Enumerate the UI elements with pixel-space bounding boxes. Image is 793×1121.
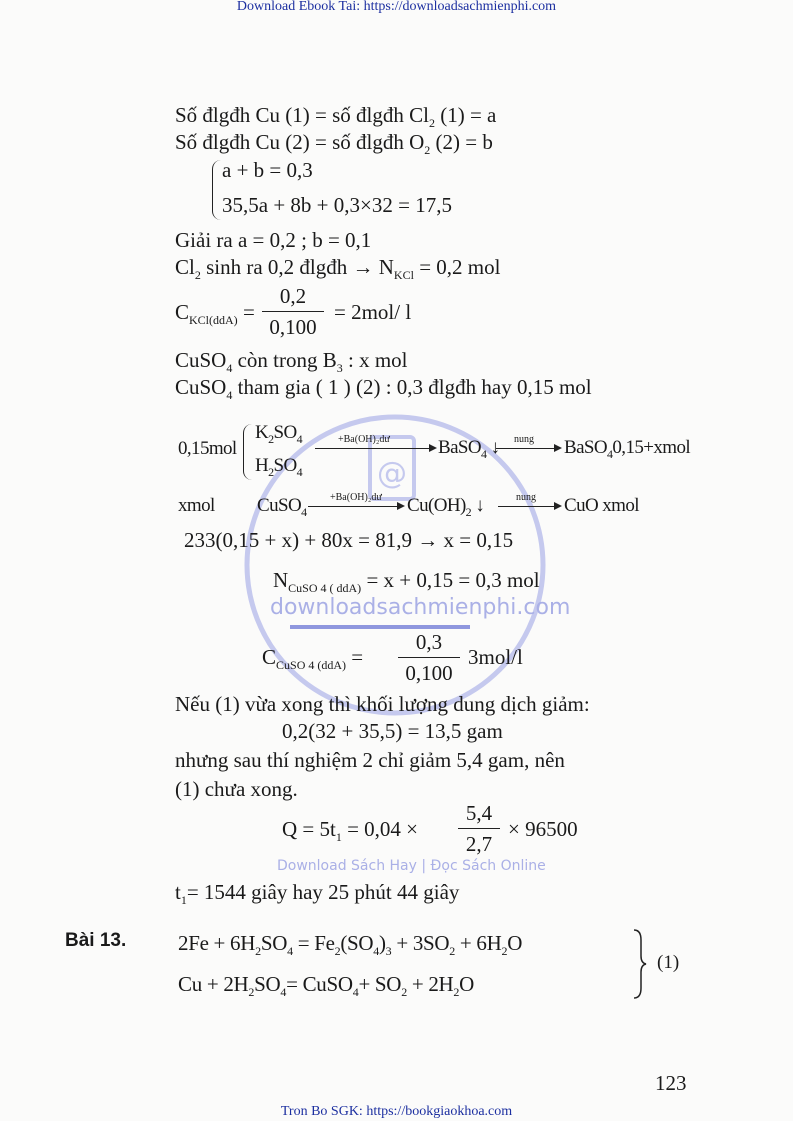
text-fragment: Q = 5t <box>282 817 336 841</box>
text-line <box>175 777 298 801</box>
arrow-label: nung <box>516 492 536 503</box>
subscript: 2 <box>449 944 455 958</box>
subscript: 1 <box>335 830 342 844</box>
exercise-label: Bài 13. <box>65 930 127 951</box>
text-fragment: 0,15+xmol <box>612 437 691 458</box>
text-fragment: SO <box>273 455 297 476</box>
text-fragment: BaSO <box>564 437 607 458</box>
product <box>564 436 690 460</box>
text-fragment: C <box>262 645 277 669</box>
text-fragment: Cl <box>175 255 195 279</box>
numerator: 5,4 <box>465 801 493 825</box>
denominator: 0,100 <box>269 315 317 339</box>
text-fragment: = 0,04 × <box>341 817 419 841</box>
subscript: 2 <box>334 944 341 958</box>
text-fragment: = 0,2 mol <box>413 255 501 279</box>
numerator: 0,3 <box>415 630 443 654</box>
text-fragment: 0,2(32 + 35,5) = 13,5 gam <box>282 719 503 743</box>
text-fragment: còn trong B <box>232 348 337 372</box>
subscript: 1 <box>180 893 187 907</box>
subscript: 4 <box>226 388 233 402</box>
text-fragment: = <box>237 300 255 324</box>
footer-link[interactable]: Tron Bo SGK: https://bookgiaokhoa.com <box>280 1104 513 1119</box>
subscript: KCl <box>393 268 414 282</box>
fraction-q <box>458 801 500 856</box>
text-fragment: C <box>175 300 190 324</box>
text-line <box>175 880 460 907</box>
text-line <box>175 228 371 252</box>
denominator: 0,100 <box>405 661 453 685</box>
text-fragment: ↓ <box>486 437 500 458</box>
text-fragment: ) <box>378 931 386 955</box>
product <box>438 436 499 460</box>
text-fragment: + 2H <box>406 972 454 996</box>
subscript: 2 <box>268 465 274 479</box>
text-fragment: = <box>346 645 364 669</box>
subscript: 2 <box>501 944 508 958</box>
text-fragment: CuO xmol <box>564 495 639 516</box>
subscript: KCl(ddA) <box>189 313 238 327</box>
product <box>407 494 484 518</box>
text-line <box>175 348 408 375</box>
text-fragment: (1) = a <box>434 103 497 127</box>
text-fragment: nhưng sau thí nghiệm 2 chỉ giảm 5,4 gam, nên <box>175 748 565 772</box>
subscript: 4 <box>296 432 303 446</box>
equation-line <box>178 931 523 958</box>
text-fragment: t <box>175 880 181 904</box>
text-fragment: = 2mol/ l <box>334 300 412 324</box>
text-fragment: + SO <box>358 972 402 996</box>
text-fragment: 3mol/l <box>468 645 523 669</box>
text-fragment: + 3SO <box>391 931 450 955</box>
reaction-arrow <box>496 448 560 449</box>
denominator: 2,7 <box>465 832 493 856</box>
reaction-amount <box>178 437 237 461</box>
fraction-kcl <box>262 284 324 339</box>
watermark-tagline: Download Sách Hay | Đọc Sách Online <box>277 858 546 874</box>
equation-line <box>282 719 503 743</box>
text-fragment: : x mol <box>342 348 408 372</box>
equation-number <box>657 951 679 975</box>
text-fragment: O <box>459 972 474 996</box>
text-fragment: 2Fe + 6H <box>178 931 256 955</box>
text-fragment: a + b = 0,3 <box>222 158 313 182</box>
subscript: 2 <box>401 985 407 999</box>
equation-line <box>184 528 513 552</box>
equation-line <box>508 817 578 841</box>
text-fragment: (1) <box>657 952 680 973</box>
text-fragment: (1) chưa xong. <box>175 777 298 801</box>
text-fragment: 233(0,15 + x) + 80x = 81,9 → x = 0,15 <box>184 528 514 552</box>
text-line <box>175 375 592 402</box>
text-fragment: BaSO <box>438 437 481 458</box>
reaction-arrow <box>498 506 560 507</box>
text-fragment: = CuSO <box>286 972 353 996</box>
text-line <box>175 748 565 772</box>
text-fragment: 0,15mol <box>178 438 237 459</box>
numerator: 0,2 <box>279 284 307 308</box>
text-fragment: CuSO <box>257 495 302 516</box>
watermark-bar <box>290 625 470 629</box>
subscript: 4 <box>226 361 233 375</box>
text-fragment: = x + 0,15 = 0,3 mol <box>361 568 540 592</box>
text-fragment: CuSO <box>175 348 227 372</box>
product <box>564 494 639 518</box>
subscript: 4 <box>280 985 287 999</box>
text-fragment: Nếu (1) vừa xong thì khối lượng dung dịch giảm: <box>175 692 590 716</box>
arrow-label: nung <box>514 434 534 445</box>
text-fragment: H <box>255 455 269 476</box>
text-fragment: × 96500 <box>508 817 578 841</box>
text-fragment: SO <box>260 931 288 955</box>
equation-line <box>222 158 313 182</box>
text-fragment: Cu(OH) <box>407 495 466 516</box>
subscript: 4 <box>287 944 293 958</box>
text-fragment: Cu + 2H <box>178 972 249 996</box>
equation-line <box>468 645 523 669</box>
equation-line <box>178 972 474 999</box>
subscript: 4 <box>352 985 359 999</box>
subscript: 2 <box>465 505 472 519</box>
text-fragment: xmol <box>178 495 215 516</box>
subscript: 4 <box>373 944 379 958</box>
subscript: 4 <box>296 465 303 479</box>
arrow-label: +Ba(OH)₂dư <box>338 434 390 445</box>
equation-line <box>334 300 411 324</box>
text-fragment: Giải ra a = 0,2 ; b = 0,1 <box>175 228 372 252</box>
subscript: 2 <box>428 116 435 130</box>
reactant <box>257 494 306 518</box>
subscript: CuSO 4 (ddA) <box>276 658 347 672</box>
text-fragment: CuSO <box>175 375 227 399</box>
reaction-amount <box>178 494 215 518</box>
right-brace <box>632 928 648 1000</box>
reaction-arrow <box>308 506 403 507</box>
fraction-cuso4 <box>398 630 460 685</box>
text-fragment: SO <box>273 422 297 443</box>
text-fragment: 35,5a + 8b + 0,3×32 = 17,5 <box>222 193 452 217</box>
text-fragment: = 1544 giây hay 25 phút 44 giây <box>186 880 460 904</box>
text-fragment: tham gia ( 1 ) (2) : 0,3 đlgđh hay 0,15 mol <box>232 375 592 399</box>
text-line <box>175 255 501 282</box>
subscript: 2 <box>424 143 431 157</box>
subscript: 4 <box>607 447 613 461</box>
subscript: 3 <box>385 944 392 958</box>
text-fragment: N <box>273 568 289 592</box>
text-line <box>175 130 493 157</box>
text-fragment: O <box>507 931 523 955</box>
subscript: 2 <box>268 432 274 446</box>
text-fragment: Số đlgđh Cu (2) = số đlgđh O <box>175 130 425 154</box>
reaction-arrow <box>315 448 435 449</box>
text-fragment: Số đlgđh Cu (1) = số đlgđh Cl <box>175 103 429 127</box>
equation-line <box>282 817 419 844</box>
subscript: 2 <box>194 268 201 282</box>
watermark-site: downloadsachmienphi.com <box>270 595 571 620</box>
text-line <box>175 103 497 130</box>
subscript: CuSO 4 ( ddA) <box>288 581 362 595</box>
text-fragment: SO <box>254 972 281 996</box>
system-brace <box>212 160 221 220</box>
equation-line <box>222 193 452 217</box>
equation-line <box>273 568 540 595</box>
reactant <box>255 421 302 445</box>
text-fragment: K <box>255 422 269 443</box>
text-fragment: = Fe <box>292 931 335 955</box>
subscript: 2 <box>248 985 255 999</box>
text-fragment: (2) = b <box>430 130 493 154</box>
reactant <box>255 454 302 478</box>
subscript: 4 <box>301 505 307 519</box>
equation-line <box>175 300 255 327</box>
text-fragment: ↓ <box>471 495 485 516</box>
arrow-label: +Ba(OH)₂dư <box>330 492 382 503</box>
svg-text:@: @ <box>377 456 407 491</box>
reaction-brace <box>243 424 252 480</box>
subscript: 4 <box>481 447 487 461</box>
text-fragment: (SO <box>340 931 374 955</box>
text-fragment: sinh ra 0,2 đlgđh → N <box>200 255 394 279</box>
text-line <box>175 692 590 716</box>
text-fragment: + 6H <box>454 931 502 955</box>
subscript: 2 <box>453 985 460 999</box>
page-number: 123 <box>655 1071 687 1095</box>
equation-line <box>262 645 364 672</box>
subscript: 2 <box>255 944 261 958</box>
subscript: 3 <box>336 361 343 375</box>
header-link[interactable]: Download Ebook Tai: https://downloadsachmienphi.com <box>236 0 557 14</box>
